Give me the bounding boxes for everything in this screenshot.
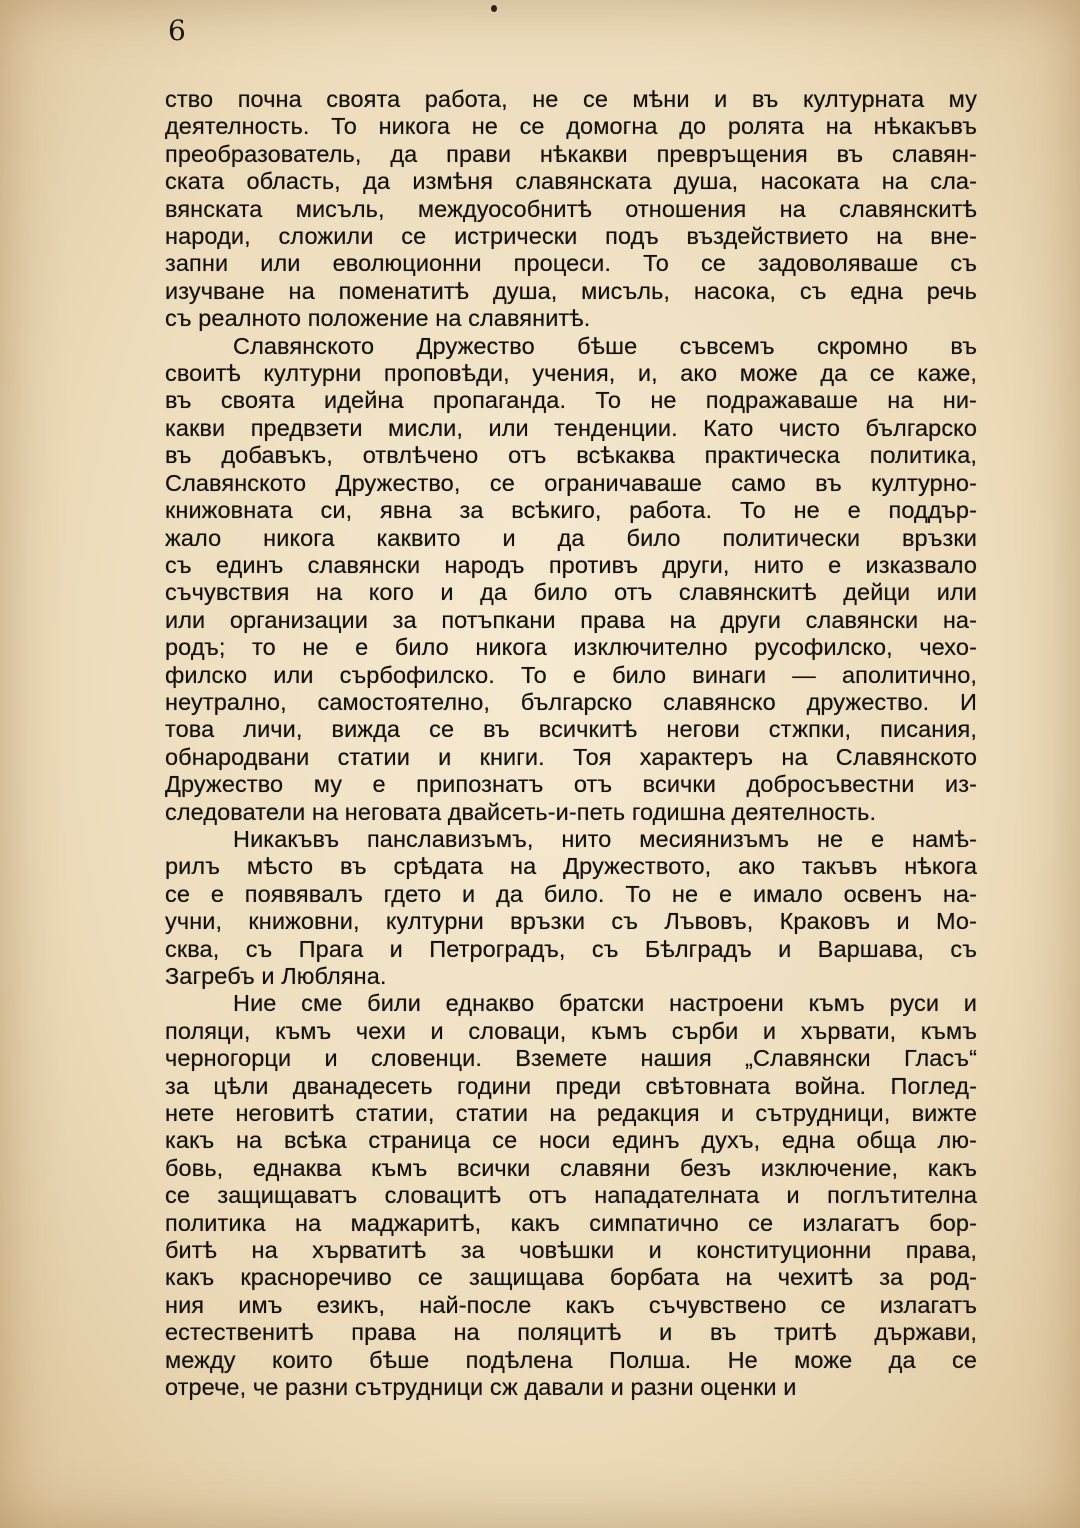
text-line: рилъ мѣсто въ срѣдата на Дружеството, ако такъвъ нѣкога: [165, 853, 977, 880]
text-line: преобразователь, да прави нѣкакви превръщения въ славян-: [165, 140, 977, 167]
text-line: ската область, да измѣня славянската душа, насоката на сла-: [165, 168, 977, 195]
text-line: запни или еволюционни процеси. То се задоволяваше съ: [165, 250, 977, 277]
text-line: естественитѣ права на поляцитѣ и въ тритѣ държави,: [165, 1319, 977, 1346]
text-line: неутрално, самостоятелно, българско славянско дружество. И: [165, 688, 977, 715]
text-line: това личи, вижда се въ всичкитѣ негови стжпки, писания,: [165, 716, 977, 743]
page-number: 6: [168, 14, 186, 47]
text-line: деятелность. То никога не се домогна до ролята на нѣкакъвъ: [165, 113, 977, 140]
text-line: политика на маджаритѣ, какъ симпатично се излагатъ бор-: [165, 1209, 977, 1236]
text-line: книжовната си, явна за всѣкиго, работа. То не е поддър-: [165, 497, 977, 524]
text-line: между които бѣше подѣлена Полша. Не може да се: [165, 1346, 977, 1373]
text-line: какъ красноречиво се защищава борбата на чехитѣ за род-: [165, 1264, 977, 1291]
text-line: черногорци и словенци. Вземете нашия „Славянски Гласъ“: [165, 1045, 977, 1072]
text-line: ство почна своята работа, не се мѣни и въ културната му: [165, 86, 977, 112]
text-line: следователи на неговата двайсеть-и-петь годишна деятелность.: [165, 798, 877, 825]
text-line: какви предвзети мисли, или тенденции. Като чисто българско: [165, 414, 977, 441]
ink-speck: [491, 5, 497, 12]
text-line: обнародвани статии и книги. Тоя характеръ на Славянското: [165, 743, 977, 770]
text-line: Славянското Дружество, се ограничаваше само въ културно-: [165, 469, 977, 496]
text-line: въ добавъкъ, отвлѣчено отъ всѣкаква практическа политика,: [165, 442, 977, 469]
text-line: Славянското Дружество бѣше съвсемъ скромно въ: [233, 332, 977, 359]
text-line: за цѣли дванадесеть години преди свѣтовната война. Поглед-: [165, 1072, 977, 1099]
text-line: съ реалното положение на славянитѣ.: [165, 305, 591, 332]
text-line: сква, съ Прага и Петроградъ, съ Бѣлградъ и Варшава, съ: [165, 935, 977, 962]
text-line: отрече, че разни сътрудници сж давали и разни оценки и: [165, 1374, 797, 1401]
body-text: [165, 86, 977, 1402]
text-line: Никакъвъ панславизъмъ, нито месиянизъмъ не е намѣ-: [233, 825, 977, 852]
text-line: жало никога каквито и да било политически връзки: [165, 524, 977, 551]
text-line: своитѣ културни проповѣди, учения, и, ако може да се каже,: [165, 360, 977, 387]
text-line: въ своята идейна пропаганда. То не подражаваше на ни-: [165, 387, 977, 414]
text-line: ния имъ езикъ, най-после какъ съчувствено се излагатъ: [165, 1291, 977, 1318]
text-line: се защищаватъ словацитѣ отъ нападателната и поглътителна: [165, 1182, 977, 1209]
text-line: Ние сме били еднакво братски настроени къмъ руси и: [233, 990, 977, 1017]
text-line: съчувствия на кого и да било отъ славянскитѣ дейци или: [165, 579, 977, 606]
text-line: какъ на всѣка страница се носи единъ духъ, една обща лю-: [165, 1127, 977, 1154]
text-line: битѣ на хърватитѣ за човѣшки и конституционни права,: [165, 1237, 977, 1264]
text-line: учни, книжовни, културни връзки съ Лъвовъ, Краковъ и Мо-: [165, 908, 977, 935]
text-line: или организации за потъпкани права на други славянски на-: [165, 606, 977, 633]
text-line: бовь, еднаква къмъ всички славяни безъ изключение, какъ: [165, 1154, 977, 1181]
text-line: филско или сърбофилско. То е било винаги — аполитично,: [165, 661, 977, 688]
text-line: народи, сложили се истрически подъ въздействието на вне-: [165, 223, 977, 250]
text-line: вянската мисъль, междуособнитѣ отношения на славянскитѣ: [165, 195, 977, 222]
text-line: Дружество му е припознатъ отъ всички добросъвестни из-: [165, 771, 977, 798]
text-line: родъ; то не е било никога изключително русофилско, чехо-: [165, 634, 977, 661]
text-line: нете неговитѣ статии, статии на редакция и сътрудници, вижте: [165, 1100, 977, 1127]
text-line: Загребъ и Любляна.: [165, 963, 387, 989]
text-line: изучване на поменатитѣ душа, мисъль, насока, съ една речь: [165, 277, 977, 304]
text-line: съ единъ славянски народъ противъ други, нито е изказвало: [165, 551, 977, 578]
text-line: поляци, къмъ чехи и словаци, къмъ сърби и хървати, къмъ: [165, 1017, 977, 1044]
text-line: се е появявалъ гдето и да било. То не е имало освенъ на-: [165, 880, 977, 907]
